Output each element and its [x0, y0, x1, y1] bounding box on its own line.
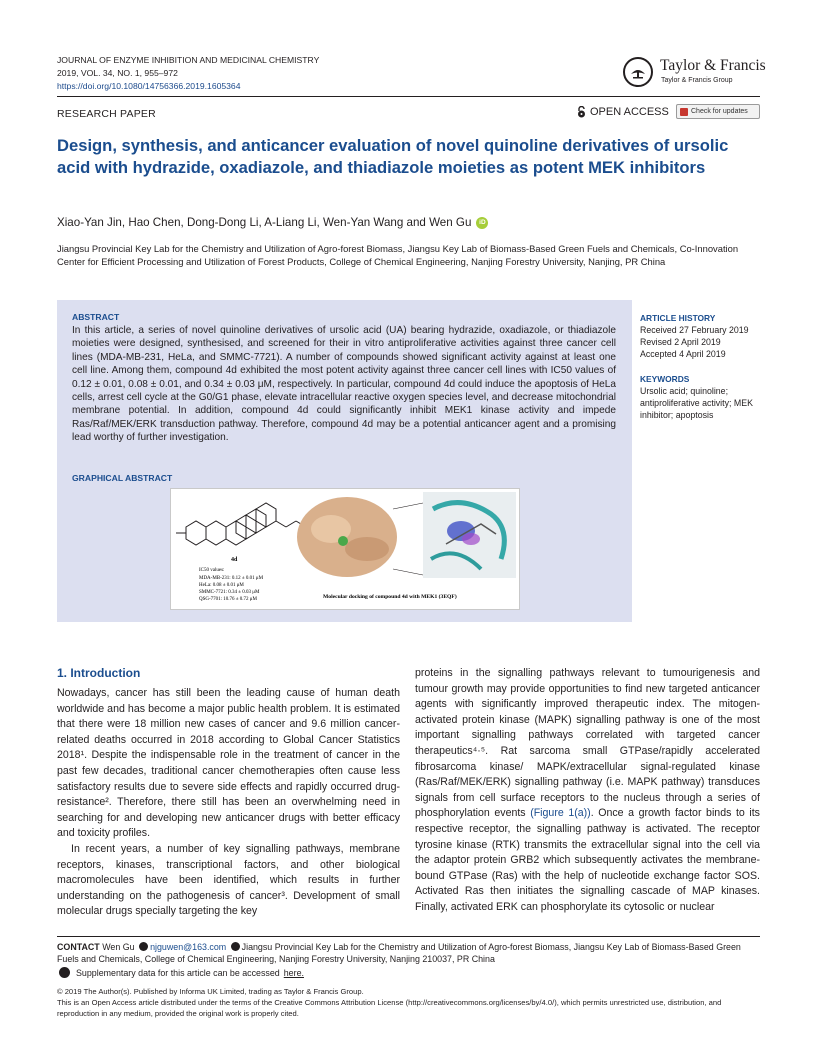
license-text: This is an Open Access article distributed under the terms of the Creative Commons Attribution License (http://creativecommons.org/licenses/by/4.0/), which permits unrestricted use, distribution, and reproduction in any medium, provided the original work is properly cited. — [57, 998, 722, 1018]
open-access-label — [577, 106, 669, 118]
authors-text: Xiao-Yan Jin, Hao Chen, Dong-Dong Li, A-Liang Li, Wen-Yan Wang and Wen Gu — [57, 216, 472, 229]
intro-text: proteins in the signalling pathways relevant to tumourigenesis and tumour growth may provide opportunities to find new targeted anticancer agents with significantly improved therapeutic index. The mitogen-activated protein kinase (MAPK) signalling pathway is one of the most important signalling pathways correlated with targeted cancer therapeutics⁴·⁵. Rat sarcoma small GTPase/rapidly accelerated fibrosarcoma kinase/ MAPK/extracellular signal-regulated kinase (Ras/Raf/MEK/ERK) signalling pathway (i.e. MAPK pathway) transduces signals from cell surface receptors to the nucleus through a series of phosphorylation events — [415, 667, 760, 820]
affiliation-icon — [231, 942, 240, 951]
paper-type: RESEARCH PAPER — [57, 108, 156, 120]
received-date: Received 27 February 2019 — [640, 325, 749, 335]
ga-ic50-row: HeLa: 0.08 ± 0.01 μM — [199, 583, 244, 588]
ga-ic50-row: MDA-MB-231: 0.12 ± 0.01 μM — [199, 576, 264, 581]
email-link[interactable]: njguwen@163.com — [150, 942, 227, 952]
docking-caption: Molecular docking of compound 4d with MEK1 (3EQF) — [323, 594, 457, 600]
contact-label: CONTACT — [57, 942, 100, 952]
author-list — [57, 216, 488, 229]
zoom-line — [393, 503, 423, 509]
revised-date: Revised 2 April 2019 — [640, 337, 721, 347]
open-lock-icon — [577, 106, 586, 118]
zoom-line — [393, 569, 423, 575]
license-block — [57, 986, 760, 1019]
affiliation: Jiangsu Provincial Key Lab for the Chemistry and Utilization of Agro-forest Biomass, Jiangsu Key Lab of Biomass-Based Green Fuels and Chemicals, Co-Innovation Center for Efficient Processing and Utilization of Forest Products, College of Chemical Engineering, Nanjing Forestry University, Nanjing, PR China — [57, 243, 739, 267]
accepted-date: Accepted 4 April 2019 — [640, 349, 726, 359]
supplementary-text: Supplementary data for this article can be accessed — [76, 967, 280, 978]
graphical-abstract-heading: GRAPHICAL ABSTRACT — [72, 473, 173, 483]
abstract-heading: ABSTRACT — [72, 312, 120, 322]
publisher-name: Taylor & Francis — [660, 57, 766, 74]
ga-ic50-heading: IC50 values: — [199, 568, 225, 573]
abstract-text: In this article, a series of novel quinoline derivatives of ursolic acid (UA) bearing hydrazide, oxadiazole, or thiadiazole moieties were designed, synthesised, and screened for their in vitro antiproliferative activities against three cancer cell lines (MDA-MB-231, HeLa, and SMMC-7721). A number of compounds showed significant activity against at least one cell line. Among them, compound 4d exhibited the most potent activity against three cancer cell lines with IC50 values of 0.12 ± 0.01, 0.08 ± 0.01, and 0.34 ± 0.03 μM, respectively. In particular, compound 4d could induce the apoptosis of HeLa cells, arrest cell cycle at the G0/G1 phase, elevate intracellular reactive oxygen species level, and decrease mitochondrial membrane potential. In addition, compound 4d could significantly inhibit MEK1 kinase activity and impede Ras/Raf/MEK/ERK transduction pathway. Therefore, compound 4d may be a potential anticancer agent and a promising lead worthy of further investigation. — [72, 325, 616, 444]
ga-compound-label: 4d — [231, 557, 238, 563]
check-for-updates-label: Check for updates — [691, 108, 748, 115]
email-icon — [139, 942, 148, 951]
journal-meta — [57, 54, 319, 93]
intro-left-column — [57, 686, 400, 920]
supplementary-note — [57, 967, 304, 978]
keywords-heading: KEYWORDS — [640, 374, 690, 384]
intro-paragraph — [415, 666, 760, 916]
doi-link[interactable]: https://doi.org/10.1080/14756366.2019.1605364 — [57, 81, 241, 91]
article-title: Design, synthesis, and anticancer evaluation of novel quinoline derivatives of ursolic acid with hydrazide, oxadiazole, and thiadiazole moieties as potent MEK inhibitors — [57, 136, 729, 177]
protein-surface-image — [297, 497, 397, 577]
contact-affiliation: Jiangsu Provincial Key Lab for the Chemistry and Utilization of Agro-forest Biomass, Jiangsu Key Lab of Biomass-Based Green Fuels and Chemicals, College of Chemical Engineering, Nanjing Forestry University, Nanjing 210037, PR China — [57, 942, 741, 965]
ga-ic50-row: QSG-7701: 10.76 ± 0.72 μM — [199, 597, 257, 602]
keywords — [640, 373, 764, 421]
orcid-icon[interactable]: iD — [476, 217, 488, 229]
article-history — [640, 312, 764, 360]
article-history-heading: ARTICLE HISTORY — [640, 313, 716, 323]
intro-paragraph: In recent years, a number of key signalling pathways, membrane receptors, kinases, transcriptional factors, and other biological macromolecules have been identified, which results in further understanding on the pathogenesis of cancer³. Development of small molecular drugs specially targeting the key — [57, 842, 400, 918]
intro-text: . Once a growth factor binds to its respective receptor, the signalling pathway is activated. The receptor tyrosine kinase (RTK) transmits the extracellular signal into the cell via the adaptor protein GRB2 which subsequently activates the membrane-bound GTPase (Ras) with the help of nucleotide exchange factor SOS. Activated Ras then initiates the signalling cascade of MAP kinases. Finally, activated ERK can phosphorylate its cytosolic or nuclear — [415, 807, 760, 913]
graphical-abstract-figure — [171, 489, 519, 609]
header-rule — [57, 96, 760, 97]
copyright-line: © 2019 The Author(s). Published by Informa UK Limited, trading as Taylor & Francis Group. — [57, 987, 364, 996]
graphical-abstract-image — [170, 488, 520, 610]
contact-name: Wen Gu — [102, 942, 135, 952]
docking-closeup-image — [423, 492, 516, 578]
contact-info — [57, 941, 760, 966]
journal-name: JOURNAL OF ENZYME INHIBITION AND MEDICINAL CHEMISTRY — [57, 55, 320, 65]
figure-1a-link[interactable]: (Figure 1(a)) — [530, 807, 591, 820]
publisher-logo — [623, 55, 766, 91]
check-for-updates-button[interactable] — [676, 104, 760, 119]
supplementary-link[interactable]: here. — [283, 967, 304, 978]
keywords-text: Ursolic acid; quinoline; antiproliferative activity; MEK inhibitor; apoptosis — [640, 386, 753, 420]
intro-paragraph: Nowadays, cancer has still been the leading cause of human death worldwide and has become a major public health problem. It is estimated that there were 18 million new cases of cancer and 9.6 million cancer-related deaths occurred in 2018 according to Global Cancer Statistics 2018¹. Despite the indispensable role in the treatment of cancer in the past few decades, traditional cancer chemotherapies often cause less satisfactory results due to severe side effects and rapidly occurred drug-resistance². Therefore, there still has been an overwhelming need in searching for and developing new anticancer drugs with better efficacy and toxicity profiles. — [57, 687, 400, 840]
intro-right-column — [415, 666, 760, 916]
intro-heading: 1. Introduction — [57, 666, 141, 680]
footer-rule — [57, 936, 760, 937]
publisher-group: Taylor & Francis Group — [661, 77, 733, 84]
taylor-francis-logo-icon — [623, 57, 653, 87]
open-access-text: OPEN ACCESS — [590, 106, 669, 118]
supplementary-icon — [59, 967, 70, 978]
crossmark-icon — [680, 108, 688, 116]
ga-ic50-row: SMMC-7721: 0.34 ± 0.03 μM — [199, 590, 260, 595]
journal-volume: 2019, VOL. 34, NO. 1, 955–972 — [57, 68, 178, 78]
